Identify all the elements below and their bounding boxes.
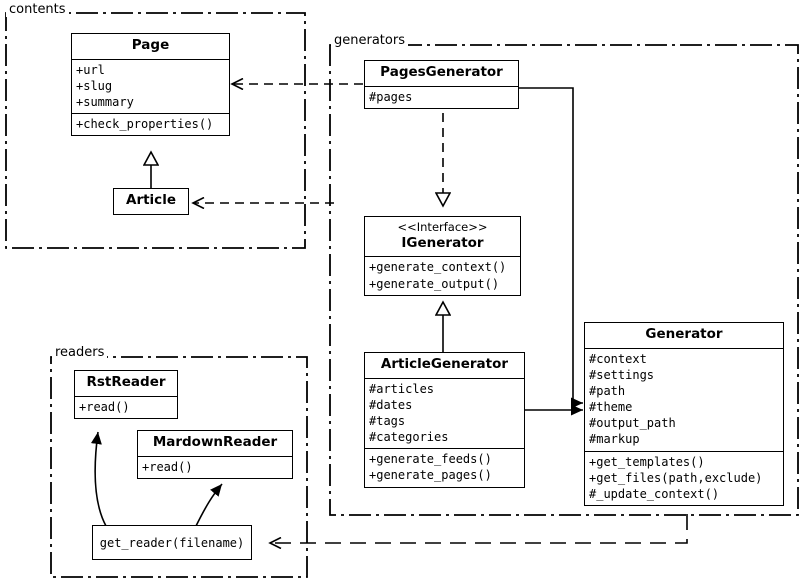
- class-rst-reader-name: RstReader: [86, 374, 166, 390]
- class-article-name: Article: [126, 192, 176, 208]
- operation: +check_properties(): [76, 117, 214, 132]
- attribute: #articles: [369, 381, 435, 396]
- attribute: #settings: [589, 367, 655, 382]
- attribute: #pages: [369, 89, 413, 104]
- class-article[interactable]: [113, 188, 189, 215]
- attribute: #categories: [369, 430, 449, 445]
- class-mardown-reader-name: MardownReader: [152, 434, 278, 450]
- class-igenerator-stereotype: <<Interface>>: [397, 220, 488, 234]
- class-igenerator-name: IGenerator: [401, 234, 484, 251]
- class-page-operations: [72, 113, 229, 135]
- association-pagesgenerator-to-generator: [519, 88, 583, 403]
- class-pages-generator-name: PagesGenerator: [380, 64, 503, 80]
- package-label-contents: contents: [6, 2, 69, 17]
- class-pages-generator-attributes: [365, 86, 518, 108]
- operation: +get_templates(): [589, 454, 705, 469]
- attribute: +url: [76, 62, 105, 77]
- class-page-name: Page: [131, 37, 170, 53]
- attribute: +slug: [76, 78, 113, 93]
- class-igenerator[interactable]: [364, 216, 521, 296]
- dependency-generators-to-get-reader: [270, 514, 687, 543]
- class-article-generator-attributes: [365, 378, 524, 449]
- class-pages-generator[interactable]: [364, 60, 519, 109]
- association-get-reader-to-rstreader: [95, 432, 106, 526]
- class-article-generator[interactable]: [364, 352, 525, 488]
- operation: +get_files(path,exclude): [589, 470, 763, 485]
- attribute: #theme: [589, 400, 633, 415]
- operation: +generate_pages(): [369, 468, 492, 483]
- operation: +generate_output(): [369, 276, 500, 291]
- class-page-attributes: [72, 59, 229, 114]
- attribute: #path: [589, 383, 626, 398]
- association-get-reader-to-mardownreader: [196, 484, 222, 526]
- attribute: #output_path: [589, 416, 676, 431]
- class-article-generator-operations: [365, 448, 524, 486]
- class-generator[interactable]: [584, 322, 784, 506]
- operation: +read(): [79, 399, 130, 414]
- class-generator-operations: [585, 451, 783, 506]
- class-page[interactable]: [71, 33, 230, 136]
- operation: +generate_feeds(): [369, 452, 492, 467]
- class-generator-attributes: [585, 348, 783, 451]
- package-label-readers: readers: [52, 345, 107, 360]
- class-igenerator-operations: [365, 256, 520, 294]
- class-article-generator-name: ArticleGenerator: [380, 356, 509, 372]
- attribute: #tags: [369, 413, 406, 428]
- class-mardown-reader-operations: [138, 456, 292, 478]
- function-get-reader-label: get_reader(filename): [99, 535, 245, 550]
- operation: +generate_context(): [369, 260, 507, 275]
- class-mardown-reader[interactable]: [137, 430, 293, 479]
- attribute: #markup: [589, 432, 640, 447]
- attribute: +summary: [76, 94, 134, 109]
- class-rst-reader-operations: [75, 396, 177, 418]
- function-get-reader[interactable]: [92, 525, 252, 560]
- operation: #_update_context(): [589, 487, 720, 502]
- class-generator-name: Generator: [645, 326, 723, 342]
- class-rst-reader[interactable]: [74, 370, 178, 419]
- attribute: #context: [589, 351, 647, 366]
- attribute: #dates: [369, 397, 413, 412]
- operation: +read(): [142, 459, 193, 474]
- package-label-generators: generators: [331, 33, 408, 48]
